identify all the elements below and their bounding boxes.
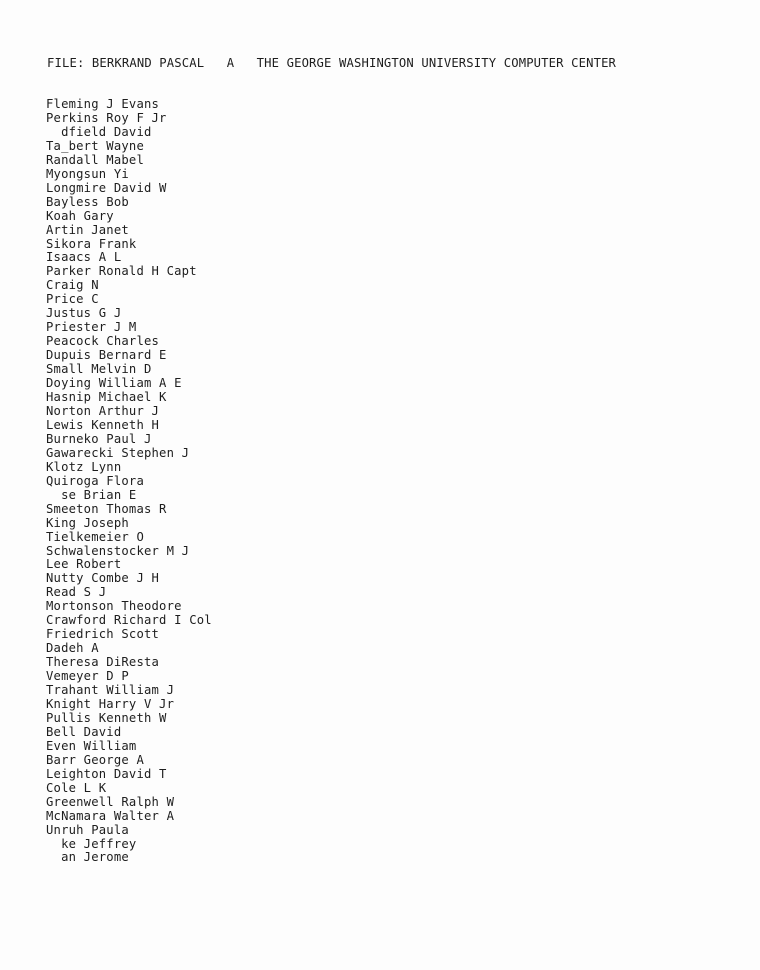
name-entry: Parker Ronald H Capt [46,264,197,279]
name-entry: Lewis Kenneth H [46,417,160,432]
name-entry: Dupuis Bernard E [46,348,167,363]
name-entry: Justus G J [46,306,122,321]
name-entry: Ta_bert Wayne [46,138,144,153]
name-entry: Read S J [46,585,107,600]
name-entry: Tielkemeier O [46,529,144,544]
name-entry: Bayless Bob [46,194,129,209]
name-entry: Small Melvin D [46,362,152,377]
name-entry: Greenwell Ralph W [46,794,175,809]
name-entry: King Joseph [46,515,129,530]
name-entry: Mortonson Theodore [46,599,182,614]
name-entry: Even William [46,738,137,753]
name-entry: Schwalenstocker M J [46,543,190,558]
name-entry: Price C [46,292,99,307]
name-entry: Isaacs A L [46,250,122,265]
name-entry: Doying William A E [46,376,182,391]
name-entry: Crawford Richard I Col [46,613,212,628]
name-entry: dfield David [46,124,152,139]
name-entry: Peacock Charles [46,334,160,349]
name-entry: Klotz Lynn [46,459,122,474]
name-entry: Trahant William J [46,683,175,698]
name-entry: Cole L K [46,780,107,795]
name-entry: Vemeyer D P [46,669,129,684]
name-entry: Longmire David W [46,180,167,195]
name-entry: Koah Gary [46,208,114,223]
file-header: FILE: BERKRAND PASCAL A THE GEORGE WASHINGTON UNIVERSITY COMPUTER CENTER [47,56,617,70]
name-entry: Lee Robert [46,557,122,572]
name-entry: Craig N [46,278,99,293]
name-entry: Theresa DiResta [46,655,160,670]
name-entry: Priester J M [46,320,137,335]
name-entry: Dadeh A [46,641,99,656]
name-entry: Hasnip Michael K [46,390,167,405]
name-entry: se Brian E [46,487,137,502]
name-entry: Gawarecki Stephen J [46,445,190,460]
name-entry: Nutty Combe J H [46,571,160,586]
names-list [46,98,212,865]
name-entry: Norton Arthur J [46,403,160,418]
name-entry: Smeeton Thomas R [46,501,167,516]
name-entry: Myongsun Yi [46,166,129,181]
name-entry: Artin Janet [46,222,129,237]
name-entry: ke Jeffrey [46,836,137,851]
name-entry: Pullis Kenneth W [46,710,167,725]
name-entry: Quiroga Flora [46,473,144,488]
name-entry: Burneko Paul J [46,431,152,446]
name-entry: an Jerome [46,850,129,865]
name-entry: Barr George A [46,752,144,767]
name-entry: Unruh Paula [46,822,129,837]
name-entry: Bell David [46,724,122,739]
name-entry: McNamara Walter A [46,808,175,823]
name-entry: Knight Harry V Jr [46,696,175,711]
name-entry: Randall Mabel [46,152,144,167]
name-entry: Perkins Roy F Jr [46,110,167,125]
name-entry: Friedrich Scott [46,627,160,642]
name-entry: Fleming J Evans [46,97,160,111]
name-entry: Sikora Frank [46,236,137,251]
name-entry: Leighton David T [46,766,167,781]
